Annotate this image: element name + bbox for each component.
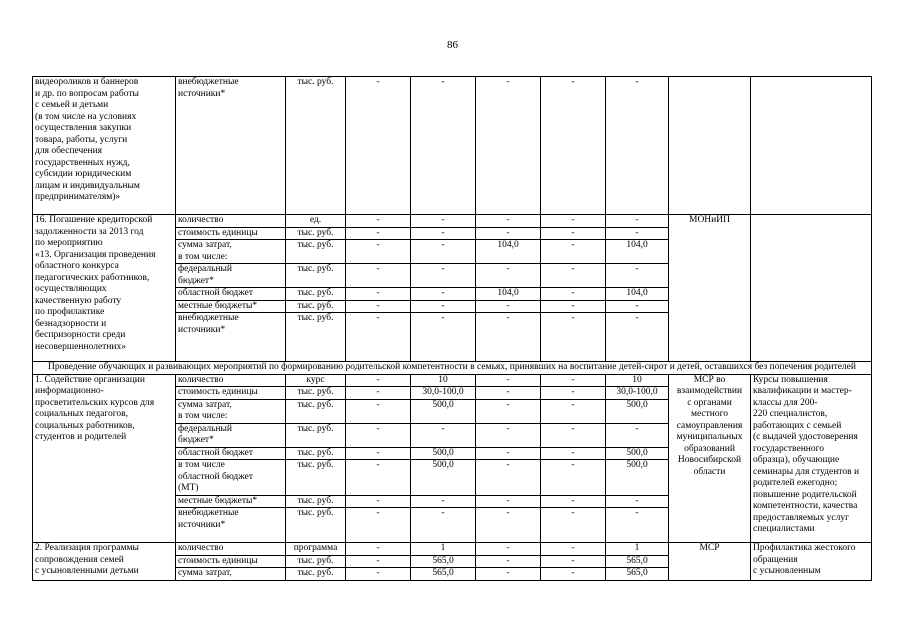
unit-cell: программа (286, 543, 346, 556)
value-cell: 10 (606, 374, 669, 387)
value-cell: - (346, 555, 411, 568)
unit-cell: курс (286, 374, 346, 387)
value-cell: - (541, 77, 606, 215)
value-cell: 565,0 (411, 555, 476, 568)
result-cell (751, 77, 872, 215)
value-cell: - (606, 508, 669, 543)
value-cell: - (411, 423, 476, 447)
indicator-name: внебюджетные источники* (176, 77, 286, 215)
value-cell: - (606, 300, 669, 313)
value-cell: 500,0 (606, 460, 669, 496)
value-cell: - (541, 288, 606, 301)
unit-cell: тыс. руб. (286, 508, 346, 543)
value-cell: - (346, 543, 411, 556)
executor-cell: МСР во взаимодействии с органами местного самоуправления муниципальных образований Новосибирской области (669, 374, 751, 543)
value-cell: - (411, 300, 476, 313)
value-cell: - (476, 264, 541, 288)
value-cell: - (346, 77, 411, 215)
value-cell: 1 (411, 543, 476, 556)
indicator-name: сумма затрат, в том числе: (176, 399, 286, 423)
value-cell: - (411, 288, 476, 301)
unit-cell: тыс. руб. (286, 264, 346, 288)
indicator-name: стоимость единицы (176, 227, 286, 240)
value-cell: - (541, 508, 606, 543)
value-cell: - (411, 508, 476, 543)
unit-cell: тыс. руб. (286, 447, 346, 460)
unit-cell: тыс. руб. (286, 399, 346, 423)
executor-cell: МСР (669, 543, 751, 581)
unit-cell: тыс. руб. (286, 240, 346, 264)
value-cell: - (346, 399, 411, 423)
value-cell: - (476, 227, 541, 240)
value-cell: - (476, 555, 541, 568)
indicator-name: местные бюджеты* (176, 495, 286, 508)
value-cell: 30,0-100,0 (411, 387, 476, 400)
indicator-name: внебюджетные источники* (176, 313, 286, 362)
indicator-name: сумма затрат, (176, 568, 286, 581)
result-cell: Профилактика жестокого обращения с усыновленным (751, 543, 872, 581)
indicator-name: внебюджетные источники* (176, 508, 286, 543)
activity-description: видеороликов и баннеров и др. по вопросам работы с семьей и детьми (в том числе на условиях осуществления закупки товара, работы, услуги для обеспечения государственных нужд, субсидии юридическим лицам и индивидуальным предпринимателям)» (33, 77, 176, 215)
executor-cell: МОНиИП (669, 215, 751, 362)
value-cell: - (541, 568, 606, 581)
value-cell: - (541, 227, 606, 240)
result-cell: Курсы повышения квалификации и мастер- классы для 200- 220 специалистов, работающих с семьей (с выдачей удостоверения государственного образца), обучающие семинары для студентов и родителей ежегодно; повышение родительской компетентности, качества предоставляемых услуг специалистами (751, 374, 872, 543)
value-cell: - (541, 215, 606, 228)
indicator-name: областной бюджет (176, 447, 286, 460)
value-cell: - (606, 423, 669, 447)
value-cell: - (541, 313, 606, 362)
value-cell: - (476, 568, 541, 581)
value-cell: - (346, 288, 411, 301)
value-cell: - (606, 495, 669, 508)
value-cell: - (606, 227, 669, 240)
value-cell: - (411, 240, 476, 264)
value-cell: 500,0 (411, 460, 476, 496)
table-row (33, 543, 872, 556)
unit-cell: тыс. руб. (286, 555, 346, 568)
value-cell: - (606, 264, 669, 288)
table-row (33, 215, 872, 228)
value-cell: - (411, 495, 476, 508)
value-cell: - (476, 495, 541, 508)
value-cell: - (411, 77, 476, 215)
value-cell: - (476, 460, 541, 496)
value-cell: - (541, 387, 606, 400)
activity-description: 2. Реализация программы сопровождения семей с усыновленными детьми (33, 543, 176, 581)
executor-cell (669, 77, 751, 215)
value-cell: 565,0 (606, 555, 669, 568)
value-cell: - (476, 77, 541, 215)
value-cell: - (476, 399, 541, 423)
section-heading: Проведение обучающих и развивающих мероприятий по формированию родительской компетентности в семьях, принявших на воспитание детей-сирот и детей, оставшихся без попечения родителей (33, 362, 872, 375)
indicator-name: количество (176, 543, 286, 556)
activity-description: 16. Погашение кредиторской задолженности за 2013 год по мероприятию «13. Организация проведения областного конкурса педагогических работников, осуществляющих качественную работу по профилактике безнадзорности и беспризорности среди несовершеннолетних» (33, 215, 176, 362)
unit-cell: ед. (286, 215, 346, 228)
table-row (33, 362, 872, 375)
value-cell: 500,0 (606, 447, 669, 460)
indicator-name: стоимость единицы (176, 555, 286, 568)
program-table (32, 76, 872, 581)
unit-cell: тыс. руб. (286, 423, 346, 447)
value-cell: - (476, 447, 541, 460)
value-cell: - (606, 215, 669, 228)
unit-cell: тыс. руб. (286, 387, 346, 400)
value-cell: 1 (606, 543, 669, 556)
value-cell: - (541, 240, 606, 264)
value-cell: - (541, 374, 606, 387)
value-cell: - (346, 374, 411, 387)
value-cell: - (476, 423, 541, 447)
indicator-name: федеральный бюджет* (176, 264, 286, 288)
unit-cell: тыс. руб. (286, 227, 346, 240)
table-body (33, 77, 872, 581)
value-cell: - (346, 447, 411, 460)
value-cell: 500,0 (411, 399, 476, 423)
value-cell: - (541, 264, 606, 288)
table-row (33, 374, 872, 387)
value-cell: - (476, 300, 541, 313)
value-cell: - (541, 495, 606, 508)
value-cell: - (541, 555, 606, 568)
value-cell: - (411, 313, 476, 362)
indicator-name: в том числе областной бюджет (МТ) (176, 460, 286, 496)
indicator-name: федеральный бюджет* (176, 423, 286, 447)
unit-cell: тыс. руб. (286, 77, 346, 215)
value-cell: 104,0 (606, 288, 669, 301)
value-cell: - (346, 460, 411, 496)
indicator-name: местные бюджеты* (176, 300, 286, 313)
value-cell: - (346, 508, 411, 543)
result-cell (751, 215, 872, 362)
value-cell: - (476, 543, 541, 556)
table-row (33, 77, 872, 215)
value-cell: - (541, 543, 606, 556)
unit-cell: тыс. руб. (286, 300, 346, 313)
value-cell: - (346, 423, 411, 447)
value-cell: - (346, 227, 411, 240)
value-cell: - (346, 568, 411, 581)
value-cell: - (606, 77, 669, 215)
value-cell: - (411, 227, 476, 240)
unit-cell: тыс. руб. (286, 460, 346, 496)
value-cell: - (541, 460, 606, 496)
value-cell: 565,0 (606, 568, 669, 581)
value-cell: - (411, 264, 476, 288)
indicator-name: областной бюджет (176, 288, 286, 301)
value-cell: - (541, 300, 606, 313)
activity-description: 1. Содействие организации информационно- просветительских курсов для социальных педагогов, социальных работников, студентов и родителей (33, 374, 176, 543)
value-cell: - (541, 423, 606, 447)
value-cell: - (476, 215, 541, 228)
unit-cell: тыс. руб. (286, 568, 346, 581)
value-cell: - (346, 264, 411, 288)
value-cell: 500,0 (606, 399, 669, 423)
indicator-name: стоимость единицы (176, 387, 286, 400)
value-cell: 104,0 (476, 288, 541, 301)
value-cell: - (476, 508, 541, 543)
value-cell: - (346, 387, 411, 400)
value-cell: - (346, 215, 411, 228)
value-cell: - (476, 387, 541, 400)
value-cell: - (346, 240, 411, 264)
value-cell: - (541, 447, 606, 460)
value-cell: - (476, 313, 541, 362)
unit-cell: тыс. руб. (286, 313, 346, 362)
indicator-name: количество (176, 215, 286, 228)
value-cell: 30,0-100,0 (606, 387, 669, 400)
value-cell: - (411, 215, 476, 228)
value-cell: - (346, 313, 411, 362)
unit-cell: тыс. руб. (286, 288, 346, 301)
value-cell: - (606, 313, 669, 362)
value-cell: 10 (411, 374, 476, 387)
value-cell: 104,0 (606, 240, 669, 264)
indicator-name: количество (176, 374, 286, 387)
value-cell: 565,0 (411, 568, 476, 581)
unit-cell: тыс. руб. (286, 495, 346, 508)
value-cell: - (541, 399, 606, 423)
value-cell: - (346, 300, 411, 313)
value-cell: - (346, 495, 411, 508)
value-cell: - (476, 374, 541, 387)
indicator-name: сумма затрат, в том числе: (176, 240, 286, 264)
value-cell: 104,0 (476, 240, 541, 264)
value-cell: 500,0 (411, 447, 476, 460)
page-number: 86 (447, 39, 458, 51)
